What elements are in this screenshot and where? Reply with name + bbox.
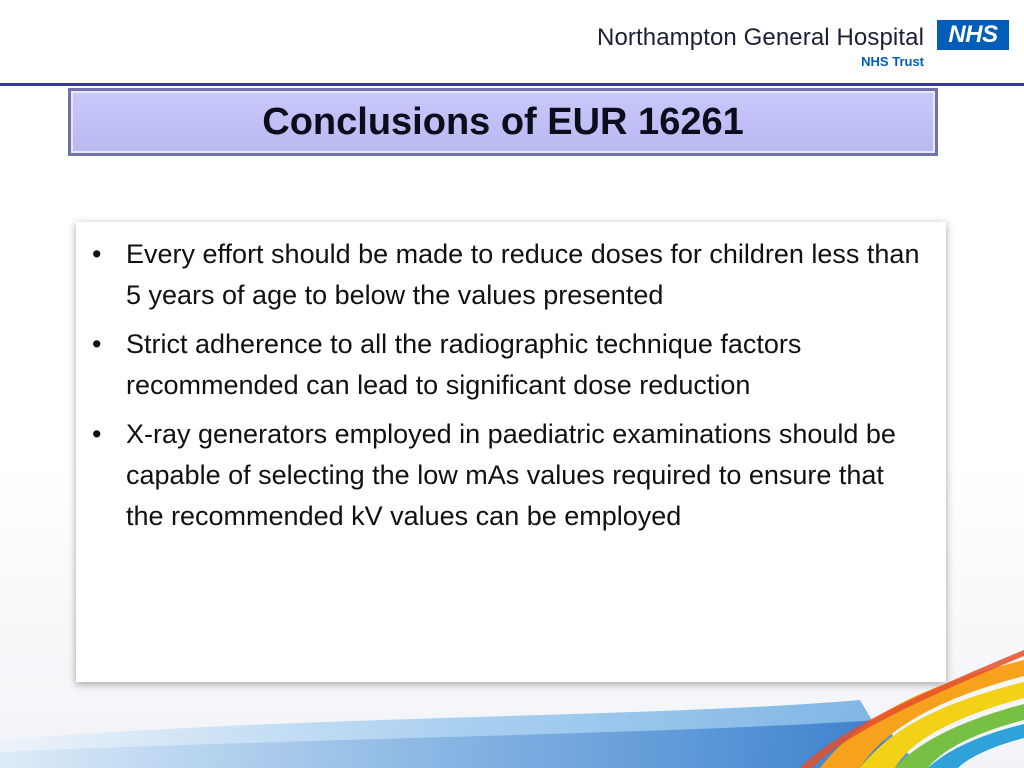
- bullet-list: [88, 234, 922, 537]
- organization-name: Northampton General Hospital: [597, 24, 924, 51]
- slide-title: Conclusions of EUR 16261: [262, 100, 744, 143]
- bullet-text: X-ray generators employed in paediatric examinations should be capable of selecting the low mAs values required to ensure that the recommended kV values can be employed: [126, 419, 896, 531]
- bullet-text: Every effort should be made to reduce doses for children less than 5 years of age to below the values presented: [126, 239, 920, 310]
- bullet-icon: •: [92, 239, 102, 269]
- slide-title-bar: [68, 88, 938, 156]
- bullet-item: [88, 414, 922, 537]
- header-divider: [0, 83, 1024, 86]
- content-box: [76, 222, 946, 682]
- nhs-logo: NHS: [937, 20, 1009, 50]
- slide-header: [0, 0, 1024, 84]
- bullet-icon: •: [92, 419, 102, 449]
- organization-subtitle: NHS Trust: [861, 54, 924, 69]
- bullet-icon: •: [92, 329, 102, 359]
- bullet-item: [88, 234, 922, 316]
- bullet-text: Strict adherence to all the radiographic technique factors recommended can lead to significant dose reduction: [126, 329, 802, 400]
- bullet-item: [88, 324, 922, 406]
